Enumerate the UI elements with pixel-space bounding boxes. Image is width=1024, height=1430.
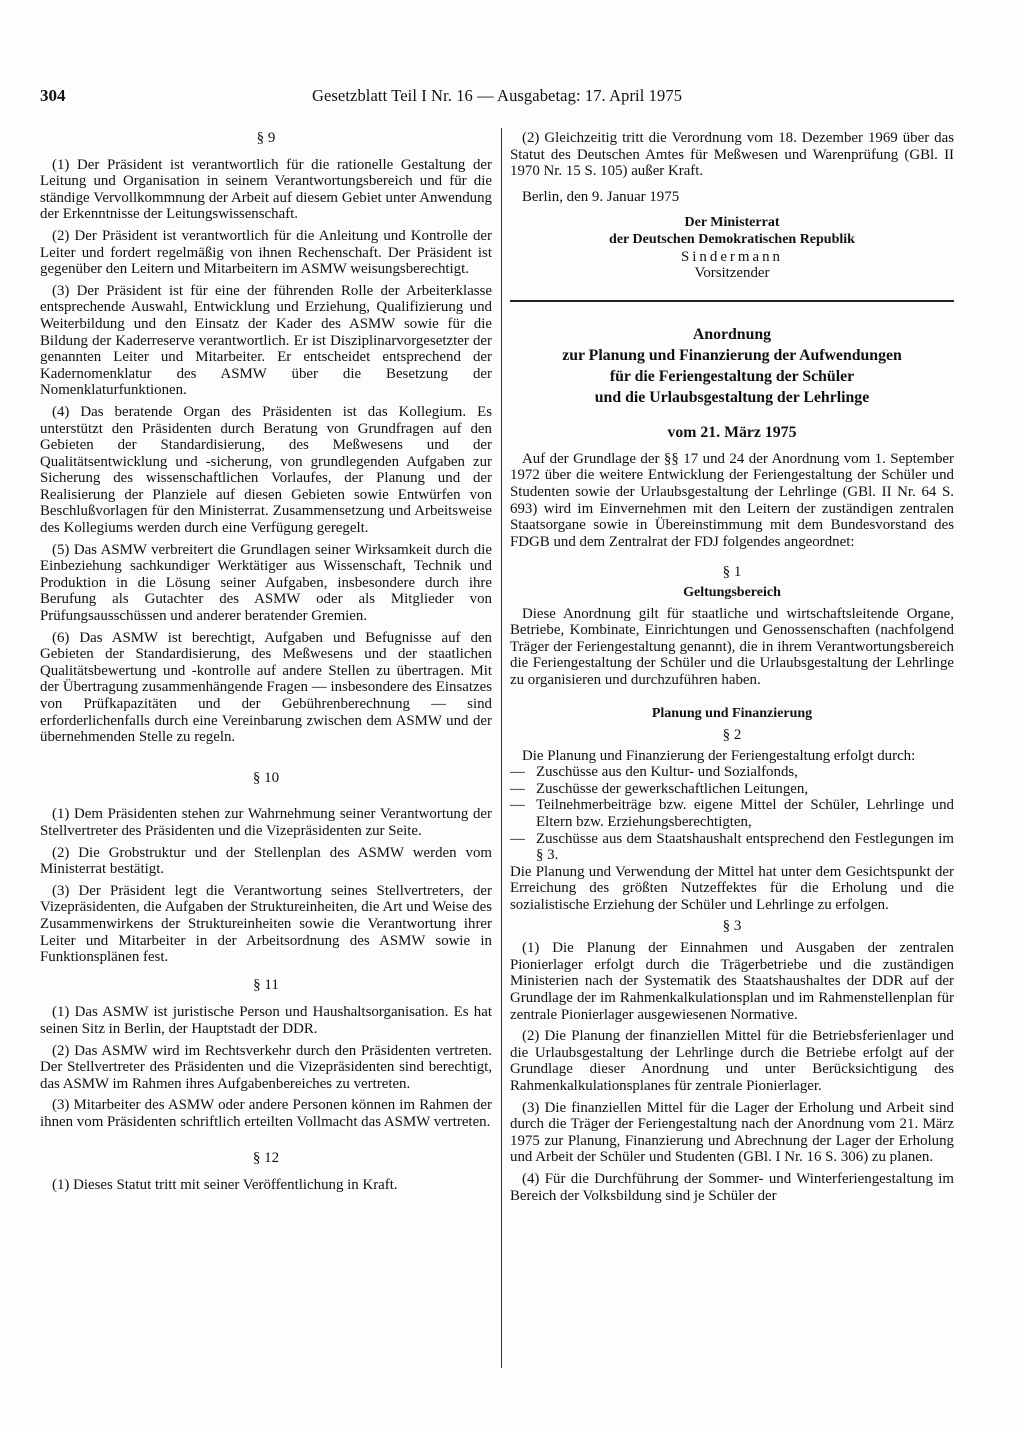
ordinance-title-line-4: und die Urlaubsgestaltung der Lehrlinge bbox=[594, 388, 870, 406]
section-heading-12: § 12 bbox=[252, 1150, 280, 1167]
s9-paragraph-4: (4) Das beratende Organ des Präsidenten ist das Kollegium. Es unterstützt den Präsidenten durch Beratung von Grundfragen auf den Gebieten der Standardisierung, des Meßwesens und der Qualitätsentwicklung und -sicherung, von grundlegenden Aufgaben zur Sicherung des wissenschaftlichen Vorlaufes, der Planung und der Realisierung der Planziele auf diesen Gebieten sowie Entwürfen von Beschlußvorlagen für den Ministerrat. Zusammensetzung und Arbeitsweise des Kollegiums werden durch eine Verfügung geregelt. bbox=[40, 403, 492, 537]
dash-marker: — bbox=[510, 780, 525, 797]
s9-paragraph-1: (1) Der Präsident ist verantwortlich für die rationelle Gestaltung der Leitung und Organisation in seinem Verantwortungsbereich und für die ständige Vervollkommnung der Arbeit auf diesem Gebiet unter Anwendung der Erkenntnisse der Leitungswissenschaft. bbox=[40, 156, 492, 223]
right-column bbox=[510, 130, 954, 1204]
continued-paragraph-2: (2) Gleichzeitig tritt die Verordnung vom 18. Dezember 1969 über das Statut des Deutschen Amtes für Meßwesen und Warenprüfung (GBl. II 1970 Nr. 15 S. 105) außer Kraft. bbox=[510, 130, 954, 180]
place-and-date: Berlin, den 9. Januar 1975 bbox=[522, 188, 680, 205]
list-item bbox=[510, 764, 954, 781]
s12-paragraph-1: (1) Dieses Statut tritt mit seiner Veröffentlichung in Kraft. bbox=[52, 1177, 398, 1194]
ordinance-date: vom 21. März 1975 bbox=[667, 423, 797, 441]
page-header bbox=[40, 86, 954, 110]
list-item bbox=[510, 797, 954, 830]
s3-paragraph-3: (3) Die finanziellen Mittel für die Lager der Erholung und Arbeit sind durch die Träger der Feriengestaltung nach der Anordnung vom 21. März 1975 zur Planung, Finanzierung und Abrechnung der Lager der Erholung und Arbeit der Schüler und Studenten (GBl. I Nr. 16 S. 306) zu planen. bbox=[510, 1099, 954, 1166]
s3-paragraph-1: (1) Die Planung der Einnahmen und Ausgaben der zentralen Pionierlager erfolgt durch die Trägerbetriebe und die zuständigen Ministerien nach der Systematik des Staatshaushaltes der DDR auf der Grundlage der im Rahmenkalkulationsplan und im Rahmenstellenplan für zentrale Pionierlager ausgewiesenen Normative. bbox=[510, 940, 954, 1023]
s1-paragraph-1: Diese Anordnung gilt für staatliche und wirtschaftsleitende Organe, Betriebe, Kombinate, Einrichtungen und Genossenschaften (nachfolgend Träger der Feriengestaltung genannt), die in ihrem Verantwortungsbereich die Feriengestaltung der Schüler und die Urlaubsgestaltung der Lehrlinge zu organisieren und durchzuführen haben. bbox=[510, 605, 954, 688]
section-heading-10: § 10 bbox=[252, 769, 280, 786]
section-heading-9: § 9 bbox=[256, 130, 276, 146]
horizontal-rule bbox=[510, 300, 954, 302]
column-divider bbox=[501, 128, 502, 1368]
s2-intro: Die Planung und Finanzierung der Feriengestaltung erfolgt durch: bbox=[522, 747, 916, 764]
signatory-org-line-2: der Deutschen Demokratischen Republik bbox=[609, 231, 855, 247]
section-heading-2: § 2 bbox=[722, 727, 742, 744]
list-item bbox=[510, 781, 954, 798]
ordinance-title-line-1: Anordnung bbox=[692, 325, 772, 343]
list-item-text: Zuschüsse aus den Kultur- und Sozialfonds, bbox=[536, 764, 798, 781]
list-item-text: Zuschüsse aus dem Staatshaushalt entsprechend den Festlegungen im § 3. bbox=[536, 830, 954, 864]
s11-paragraph-1: (1) Das ASMW ist juristische Person und Haushaltsorganisation. Es hat seinen Sitz in Berlin, der Hauptstadt der DDR. bbox=[40, 1004, 492, 1037]
dash-marker: — bbox=[510, 797, 525, 814]
signatory-role: Vorsitzender bbox=[694, 265, 770, 282]
list-item-text: Teilnehmerbeiträge bzw. eigene Mittel der Schüler, Lehrlinge und Eltern bzw. Erziehungsberechtigten, bbox=[536, 797, 954, 831]
s9-paragraph-3: (3) Der Präsident ist für eine der führenden Rolle der Arbeiterklasse entsprechende Auswahl, Entwicklung und Erziehung, Qualifizierung und Weiterbildung und den Einsatz der Kader des ASMW sowie für die Bildung der Kaderreserve verantwortlich. Er ist Disziplinarvorgesetzter der genannten Leiter und Mitarbeiter. Er entscheidet entsprechend der Kadernomenklatur des ASMW über die Besetzung der Nomenklaturfunktionen. bbox=[40, 282, 492, 399]
dash-marker: — bbox=[510, 764, 525, 781]
s9-paragraph-2: (2) Der Präsident ist verantwortlich für die Anleitung und Kontrolle der Leiter und fordert regelmäßig von ihnen Rechenschaft. Der Präsident ist gegenüber den Leitern und Mitarbeitern im ASMW weisungsberechtigt. bbox=[40, 227, 492, 278]
s10-paragraph-3: (3) Der Präsident legt die Verantwortung seines Stellvertreters, der Vizepräsidenten, die Aufgaben der Struktureinheiten, die Art und Weise des Zusammenwirkens der Struktureinheiten sowie die Verantwortung ihrer Leiter und Mitarbeiter in der Arbeitsordnung des ASMW sowie in Funktionsplänen fest. bbox=[40, 882, 492, 966]
signature-block bbox=[510, 215, 954, 281]
s11-paragraph-3: (3) Mitarbeiter des ASMW oder andere Personen können im Rahmen der ihnen vom Präsidenten schriftlich erteilten Vollmacht das ASMW vertreten. bbox=[40, 1097, 492, 1130]
s3-paragraph-4: (4) Für die Durchführung der Sommer- und Winterferiengestaltung im Bereich der Volksbildung sind je Schüler der bbox=[510, 1170, 954, 1204]
s3-paragraph-2: (2) Die Planung der finanziellen Mittel für die Betriebsferienlager und die Urlaubsgestaltung der Lehrlinge durch die Betriebe erfolgt auf der Grundlage dieser Anordnung und unter Berücksichtigung des Rahmenkalkulationsplanes für zentrale Pionierlager. bbox=[510, 1028, 954, 1094]
section-heading-1: § 1 bbox=[722, 564, 742, 581]
part-heading: Planung und Finanzierung bbox=[651, 706, 813, 722]
list-item bbox=[510, 831, 954, 864]
s10-paragraph-1: (1) Dem Präsidenten stehen zur Wahrnehmung seiner Verantwortung der Stellvertreter des Präsidenten und die Vizepräsidenten zur Seite. bbox=[40, 806, 492, 839]
ordinance-preamble: Auf der Grundlage der §§ 17 und 24 der Anordnung vom 1. September 1972 über die weitere Entwicklung der Feriengestaltung der Schüler und Studenten sowie der Urlaubsgestaltung der Lehrlinge (GBl. II Nr. 64 S. 693) wird im Einvernehmen mit den Leitern der zuständigen zentralen Staatsorgane sowie in Übereinstimmung mit dem Bundesvorstand des FDGB und dem Zentralrat der FDJ folgendes angeordnet: bbox=[510, 450, 954, 550]
page-number: 304 bbox=[40, 86, 66, 105]
section-heading-11: § 11 bbox=[253, 976, 279, 993]
s11-paragraph-2: (2) Das ASMW wird im Rechtsverkehr durch den Präsidenten vertreten. Der Stellvertreter des Präsidenten und die Vizepräsidenten sind berechtigt, das ASMW im Rahmen ihres Aufgabenbereiches zu vertreten. bbox=[40, 1042, 492, 1092]
dash-marker: — bbox=[510, 830, 525, 847]
s10-paragraph-2: (2) Die Grobstruktur und der Stellenplan des ASMW werden vom Ministerrat bestätigt. bbox=[40, 844, 492, 878]
ordinance-title-line-2: zur Planung und Finanzierung der Aufwendungen bbox=[562, 346, 902, 364]
s2-closing: Die Planung und Verwendung der Mittel hat unter dem Gesichtspunkt der Erreichung des größten Nutzeffektes für die Erholung und die sozialistische Erziehung der Schüler und Lehrlinge zu erfolgen. bbox=[510, 863, 954, 913]
section-heading-3: § 3 bbox=[722, 917, 742, 934]
section-1-subheading: Geltungsbereich bbox=[683, 584, 781, 600]
list-item-text: Zuschüsse der gewerkschaftlichen Leitungen, bbox=[536, 780, 809, 797]
running-title: Gesetzblatt Teil I Nr. 16 — Ausgabetag: 17. April 1975 bbox=[311, 86, 683, 105]
signatory-org-line-1: Der Ministerrat bbox=[684, 215, 780, 231]
left-column bbox=[40, 130, 492, 1194]
s9-paragraph-6: (6) Das ASMW ist berechtigt, Aufgaben und Befugnisse auf den Gebieten der Standardisierung, des Meßwesens und der staatlichen Qualitätsbewertung und -kontrolle auf andere Stellen zu übertragen. Mit der Übertragung zusammenhängende Fragen — insbesondere des Einsatzes von Prüfkapazitäten und der Gebührenberechnung — sind erforderlichenfalls durch eine Vereinbarung zwischen dem ASMW und der übernehmenden Stelle zu regeln. bbox=[40, 629, 492, 746]
signatory-name: Sindermann bbox=[681, 248, 783, 265]
ordinance-title-line-3: für die Feriengestaltung der Schüler bbox=[609, 367, 855, 385]
s9-paragraph-5: (5) Das ASMW verbreitert die Grundlagen seiner Wirksamkeit durch die Einbeziehung sachkundiger Werktätiger aus Wissenschaft, Technik und Produktion in die Lösung seiner Aufgaben, insbesondere durch ihre Berufung als Gutachter des ASMW oder als Mitglieder von Prüfungsausschüssen und anderer beratender Gremien. bbox=[40, 541, 492, 625]
